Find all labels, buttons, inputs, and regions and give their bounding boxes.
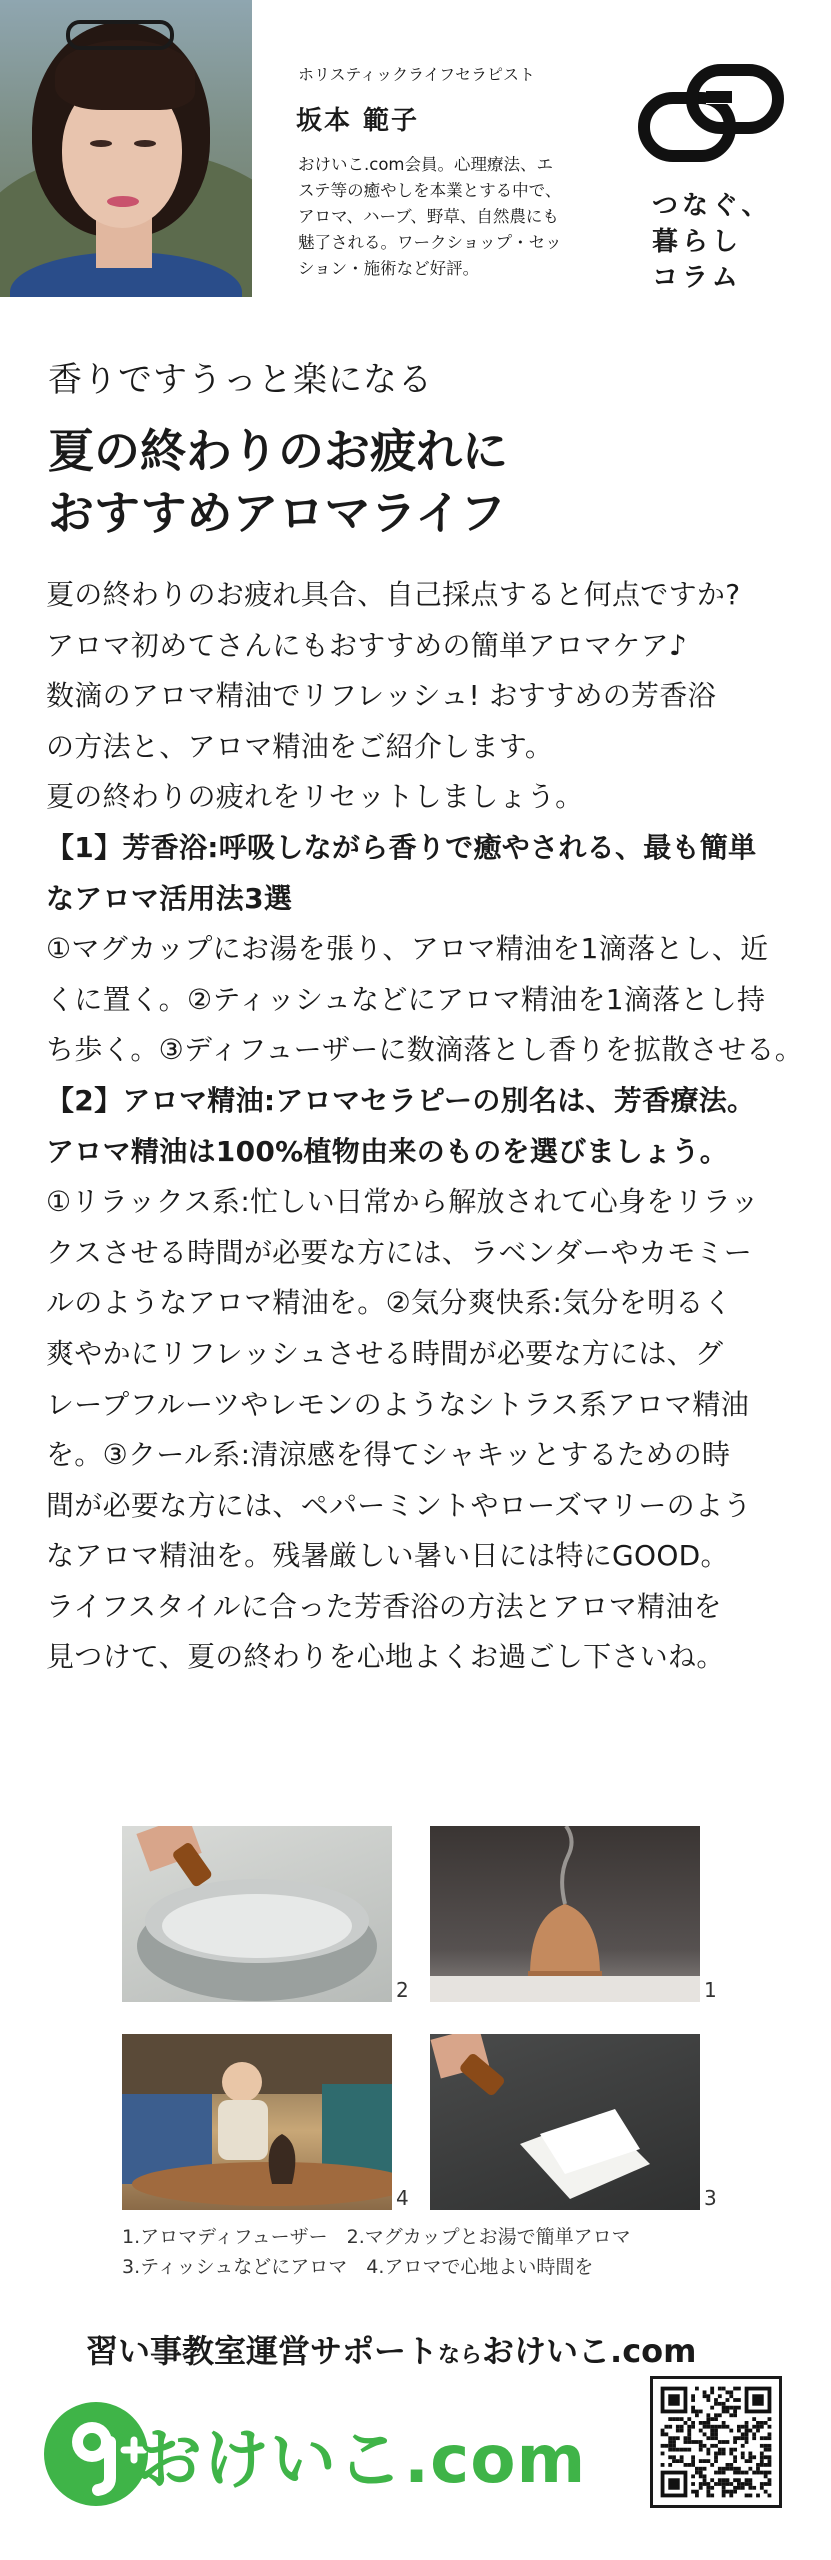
qr-code-icon[interactable] (650, 2376, 782, 2508)
article-line: なアロマ活用法3選 (46, 881, 293, 915)
caption-line: 1.アロマディフューザー 2.マグカップとお湯で簡単アロマ (122, 2226, 631, 2248)
article-line: ライフスタイルに合った芳香浴の方法とアロマ精油を (46, 1589, 722, 1623)
article-line: の方法と、アロマ精油をご紹介します。 (46, 729, 554, 763)
author-name: 坂本 範子 (296, 106, 420, 136)
bio-line: ション・施術など好評。 (298, 259, 480, 278)
footer-tagline (86, 2326, 697, 2372)
article-line: ①リラックス系:忙しい日常から解放されて心身をリラッ (46, 1185, 759, 1219)
article-line: くに置く。②ティッシュなどにアロマ精油を1滴落とし持 (46, 982, 766, 1016)
photo-tissue-aroma (430, 2034, 700, 2210)
bio-line: ステ等の癒やしを本業とする中で、 (298, 181, 562, 200)
bio-line: アロマ、ハーブ、野草、自然農にも (298, 207, 559, 226)
tagline-main: 習い事教室運営サポート (86, 2332, 439, 2370)
article-line: 【1】芳香浴:呼吸しながら香りで癒やされる、最も簡単 (46, 830, 757, 864)
author-photo (0, 0, 252, 297)
article-line: なアロマ精油を。残暑厳しい暑い日には特にGOOD。 (46, 1539, 729, 1573)
photo-number: 2 (396, 1978, 409, 2002)
article-line: 夏の終わりのお疲れ具合、自己採点すると何点ですか? (46, 578, 741, 611)
article-line: 数滴のアロマ精油でリフレッシュ! おすすめの芳香浴 (46, 679, 716, 713)
column-header (0, 0, 831, 300)
photo-captions (122, 2222, 631, 2282)
photo-mug-hot-water (122, 1826, 392, 2002)
article-line: ルのようなアロマ精油を。②気分爽快系:気分を明るく (46, 1286, 733, 1320)
article-line: レープフルーツやレモンのようなシトラス系アロマ精油 (46, 1387, 750, 1421)
article-headline (48, 420, 508, 544)
article-line: クスさせる時間が必要な方には、ラベンダーやカモミー (46, 1235, 753, 1269)
tagline-connector: なら (438, 2343, 483, 2368)
headline-line: おすすめアロマライフ (48, 486, 506, 540)
article-subtitle: 香りですうっと楽になる (48, 360, 433, 400)
article-line: アロマ初めてさんにもおすすめの簡単アロマケア♪ (46, 628, 688, 662)
bio-line: おけいこ.com会員。心理療法、エ (298, 155, 553, 174)
headline-line: 夏の終わりのお疲れに (48, 424, 508, 478)
photo-relaxing-woman (122, 2034, 392, 2210)
column-title-line: つなぐ、 (652, 191, 772, 221)
author-role: ホリスティックライフセラピスト (298, 65, 535, 84)
article-line: ①マグカップにお湯を張り、アロマ精油を1滴落とし、近 (46, 932, 769, 966)
photo-aroma-diffuser (430, 1826, 700, 2002)
photo-number: 3 (704, 2186, 717, 2210)
article-body (46, 570, 804, 1683)
article-line: 夏の終わりの疲れをリセットしましょう。 (46, 780, 584, 814)
photo-number: 4 (396, 2186, 409, 2210)
article-line: 見つけて、夏の終わりを心地よくお過ごし下さいね。 (46, 1640, 725, 1674)
author-bio (298, 152, 628, 282)
article-line: 間が必要な方には、ペパーミントやローズマリーのよう (46, 1488, 752, 1522)
chain-link-icon (636, 60, 786, 170)
article-line: を。③クール系:清涼感を得てシャキッとするための時 (46, 1438, 731, 1472)
article-line: 【2】アロマ精油:アロマセラピーの別名は、芳香療法。 (46, 1083, 756, 1117)
bio-line: 魅了される。ワークショップ・セッ (298, 233, 562, 252)
photo-number: 1 (704, 1978, 717, 2002)
caption-line: 3.ティッシュなどにアロマ 4.アロマで心地よい時間を (122, 2256, 594, 2278)
tagline-brand: おけいこ.com (482, 2332, 697, 2370)
article-line: アロマ精油は100%植物由来のものを選びましょう。 (46, 1134, 729, 1168)
column-title-line: コラム (652, 263, 742, 293)
brand-name[interactable]: おけいこ.com (136, 2421, 587, 2498)
article-line: 爽やかにリフレッシュさせる時間が必要な方には、グ (46, 1336, 724, 1370)
column-title-line: 暮らし (652, 227, 743, 257)
column-title (652, 188, 771, 296)
article-line: ち歩く。③ディフューザーに数滴落とし香りを拡散させる。 (46, 1033, 804, 1067)
